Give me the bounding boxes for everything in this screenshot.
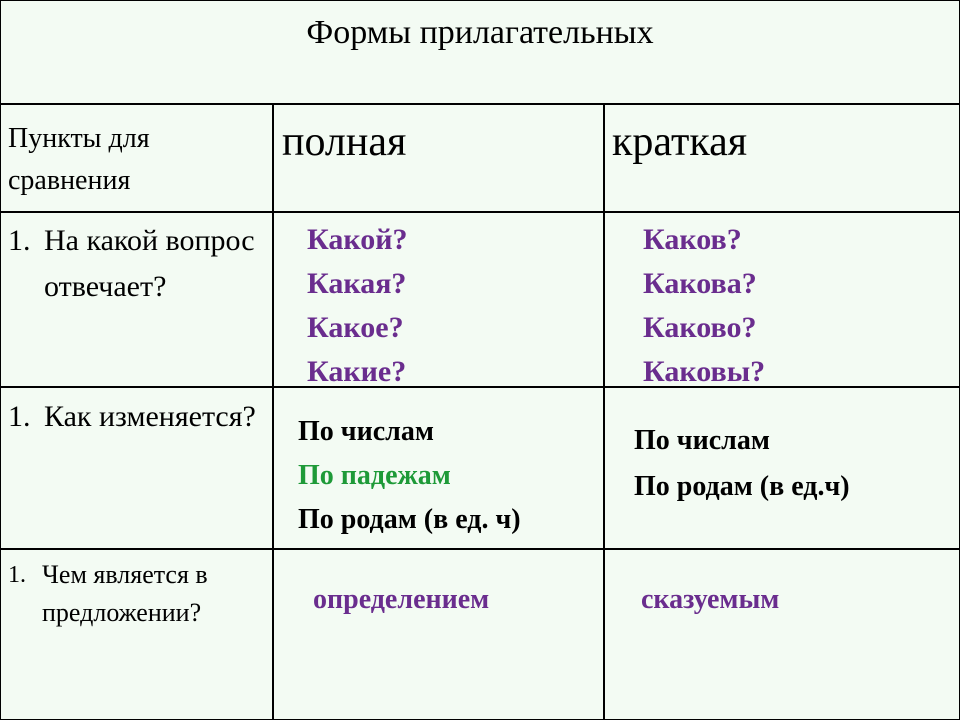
row1-full-list (307, 218, 408, 394)
header-compare-line1: Пункты для (8, 123, 150, 154)
divider-row2 (0, 548, 960, 550)
row2-short-item-genders: По родам (в ед.ч) (634, 471, 850, 502)
header-short-form: краткая (612, 119, 748, 165)
divider-title (0, 103, 960, 105)
row3-question: Чем является в предложении? (42, 560, 208, 627)
row2-question: Как изменяется? (44, 400, 256, 433)
row1-short-item: Каков? (643, 223, 742, 256)
row1-full-item: Какие? (307, 355, 407, 388)
header-compare-points (8, 118, 150, 202)
row3-full-value (313, 578, 489, 622)
row2-full-item-genders: По родам (в ед. ч) (298, 504, 521, 535)
row1-short-list (643, 218, 765, 394)
page-title: Формы прилагательных (306, 14, 654, 51)
row3-full-item: определением (313, 584, 490, 615)
row2-full-item-numbers: По числам (298, 416, 434, 447)
row3-short-item: сказуемым (641, 584, 780, 615)
row1-question: На какой вопрос отвечает? (44, 224, 255, 303)
row3-number: 1. (8, 562, 26, 588)
header-full-form: полная (282, 119, 407, 165)
divider-col2 (603, 104, 605, 720)
row1-full-item: Какой? (307, 223, 408, 256)
row2-full-item-cases: По падежам (298, 460, 451, 491)
divider-header (0, 211, 960, 213)
row2-short-list (634, 418, 850, 510)
row1-short-item: Каковы? (643, 355, 766, 388)
row2-short-item-numbers: По числам (634, 425, 770, 456)
row1-number: 1. (8, 224, 31, 257)
divider-row1 (0, 386, 960, 388)
row3-short-value (641, 578, 779, 622)
row1-full-item: Какое? (307, 311, 404, 344)
row1-short-item: Каково? (643, 311, 757, 344)
row1-full-item: Какая? (307, 267, 407, 300)
row1-short-item: Какова? (643, 267, 757, 300)
header-compare-line2: сравнения (8, 165, 131, 196)
row2-number: 1. (8, 400, 31, 433)
row2-full-list (298, 410, 521, 542)
